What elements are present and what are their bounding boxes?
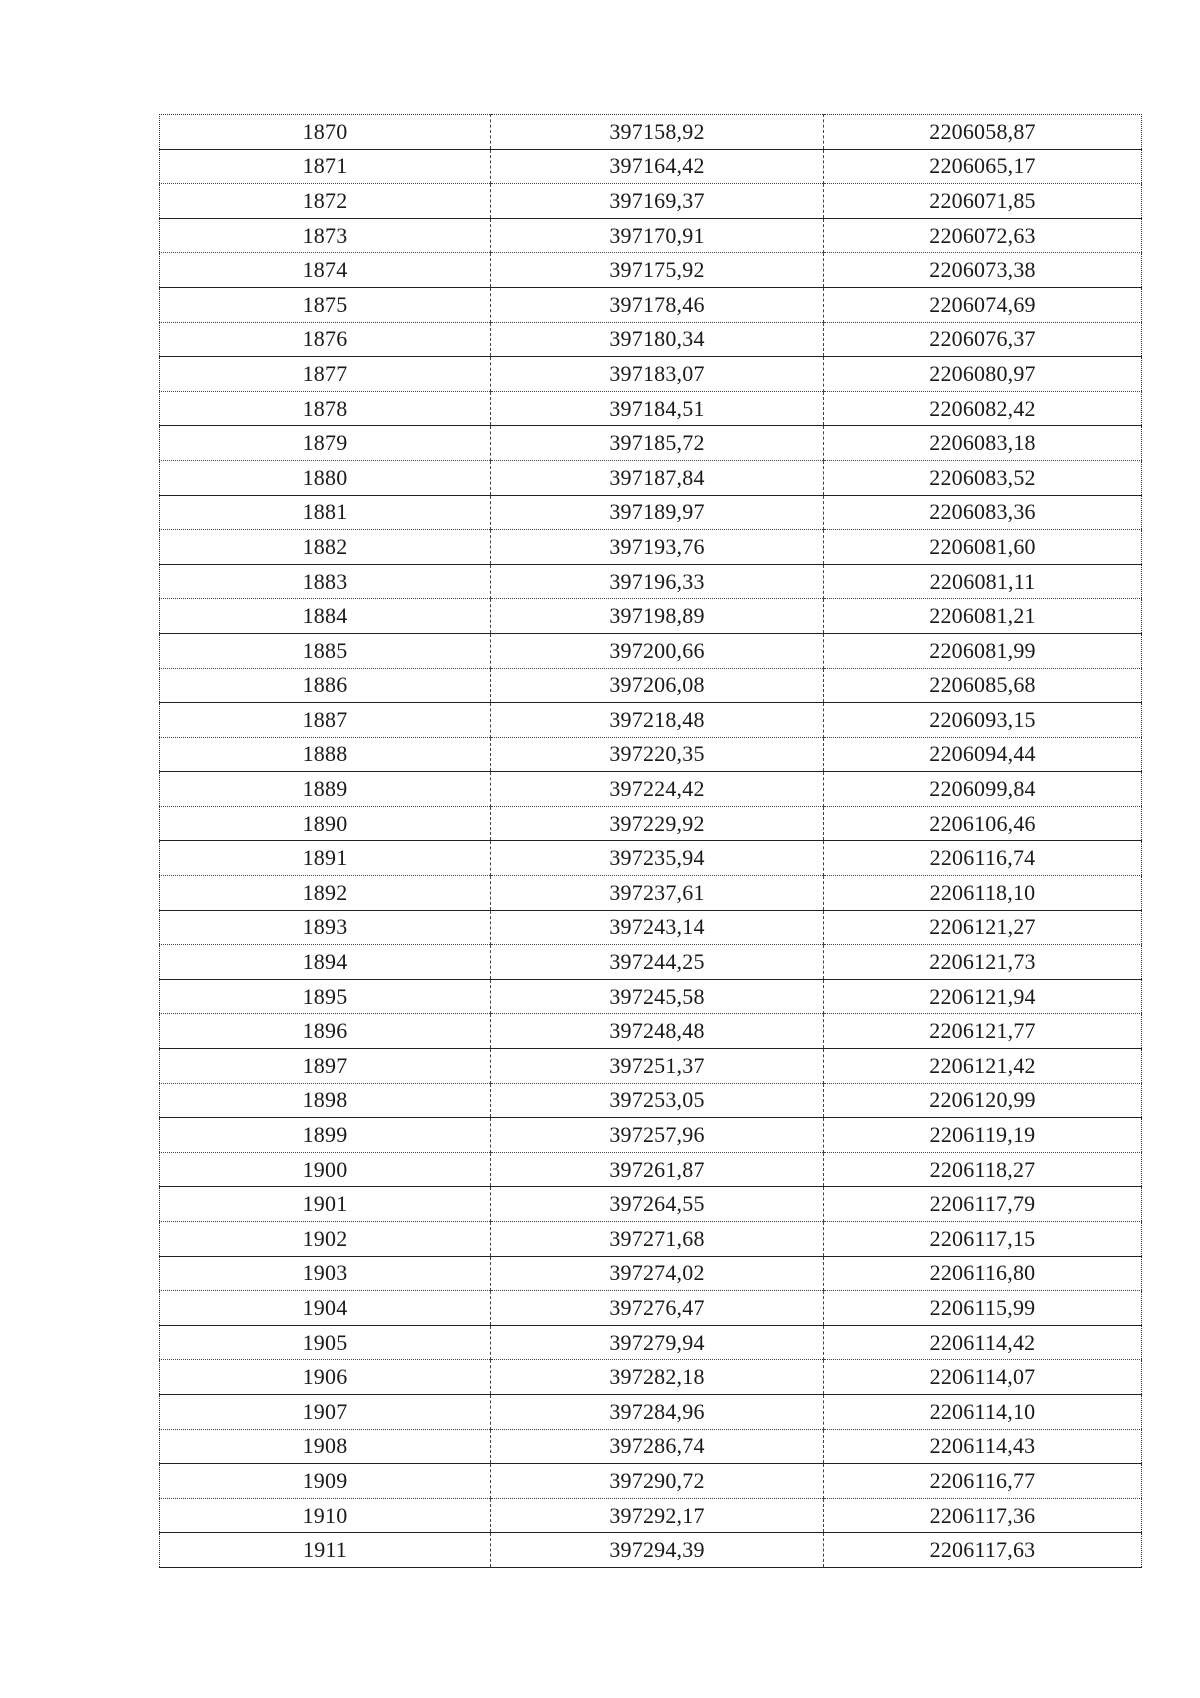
y-coordinate-cell: 2206114,10 (824, 1394, 1142, 1429)
table-row (160, 1464, 1142, 1499)
x-coordinate-cell: 397158,92 (491, 115, 824, 150)
x-coordinate-cell: 397164,42 (491, 149, 824, 184)
x-coordinate-cell: 397243,14 (491, 910, 824, 945)
x-coordinate-cell: 397253,05 (491, 1083, 824, 1118)
point-number-cell: 1884 (160, 599, 491, 634)
y-coordinate-cell: 2206083,18 (824, 426, 1142, 461)
y-coordinate-cell: 2206121,42 (824, 1049, 1142, 1084)
point-number-cell: 1904 (160, 1291, 491, 1326)
table-row (160, 979, 1142, 1014)
table-row (160, 1291, 1142, 1326)
point-number-cell: 1879 (160, 426, 491, 461)
y-coordinate-cell: 2206114,43 (824, 1429, 1142, 1464)
point-number-cell: 1903 (160, 1256, 491, 1291)
x-coordinate-cell: 397274,02 (491, 1256, 824, 1291)
point-number-cell: 1893 (160, 910, 491, 945)
table-row (160, 115, 1142, 150)
point-number-cell: 1871 (160, 149, 491, 184)
point-number-cell: 1894 (160, 945, 491, 980)
y-coordinate-cell: 2206081,21 (824, 599, 1142, 634)
x-coordinate-cell: 397284,96 (491, 1394, 824, 1429)
x-coordinate-cell: 397187,84 (491, 460, 824, 495)
x-coordinate-cell: 397235,94 (491, 841, 824, 876)
table-row (160, 1325, 1142, 1360)
y-coordinate-cell: 2206081,99 (824, 633, 1142, 668)
x-coordinate-cell: 397218,48 (491, 703, 824, 738)
point-number-cell: 1874 (160, 253, 491, 288)
table-row (160, 149, 1142, 184)
point-number-cell: 1876 (160, 322, 491, 357)
x-coordinate-cell: 397237,61 (491, 876, 824, 911)
y-coordinate-cell: 2206116,74 (824, 841, 1142, 876)
y-coordinate-cell: 2206083,36 (824, 495, 1142, 530)
y-coordinate-cell: 2206117,63 (824, 1533, 1142, 1568)
point-number-cell: 1907 (160, 1394, 491, 1429)
point-number-cell: 1880 (160, 460, 491, 495)
point-number-cell: 1902 (160, 1222, 491, 1257)
point-number-cell: 1892 (160, 876, 491, 911)
table-row (160, 737, 1142, 772)
x-coordinate-cell: 397279,94 (491, 1325, 824, 1360)
y-coordinate-cell: 2206121,27 (824, 910, 1142, 945)
y-coordinate-cell: 2206121,77 (824, 1014, 1142, 1049)
y-coordinate-cell: 2206115,99 (824, 1291, 1142, 1326)
x-coordinate-cell: 397244,25 (491, 945, 824, 980)
table-row (160, 218, 1142, 253)
table-row (160, 287, 1142, 322)
point-number-cell: 1882 (160, 530, 491, 565)
table-row (160, 841, 1142, 876)
x-coordinate-cell: 397196,33 (491, 564, 824, 599)
y-coordinate-cell: 2206117,36 (824, 1498, 1142, 1533)
table-row (160, 460, 1142, 495)
document-page (159, 114, 1141, 1568)
point-number-cell: 1908 (160, 1429, 491, 1464)
y-coordinate-cell: 2206114,07 (824, 1360, 1142, 1395)
table-row (160, 633, 1142, 668)
y-coordinate-cell: 2206071,85 (824, 184, 1142, 219)
coordinates-table (159, 114, 1142, 1568)
point-number-cell: 1900 (160, 1152, 491, 1187)
point-number-cell: 1875 (160, 287, 491, 322)
point-number-cell: 1898 (160, 1083, 491, 1118)
x-coordinate-cell: 397251,37 (491, 1049, 824, 1084)
x-coordinate-cell: 397198,89 (491, 599, 824, 634)
point-number-cell: 1895 (160, 979, 491, 1014)
point-number-cell: 1872 (160, 184, 491, 219)
table-row (160, 530, 1142, 565)
y-coordinate-cell: 2206082,42 (824, 391, 1142, 426)
x-coordinate-cell: 397200,66 (491, 633, 824, 668)
y-coordinate-cell: 2206073,38 (824, 253, 1142, 288)
y-coordinate-cell: 2206118,10 (824, 876, 1142, 911)
point-number-cell: 1888 (160, 737, 491, 772)
table-row (160, 1394, 1142, 1429)
y-coordinate-cell: 2206118,27 (824, 1152, 1142, 1187)
y-coordinate-cell: 2206120,99 (824, 1083, 1142, 1118)
point-number-cell: 1899 (160, 1118, 491, 1153)
x-coordinate-cell: 397286,74 (491, 1429, 824, 1464)
point-number-cell: 1905 (160, 1325, 491, 1360)
point-number-cell: 1886 (160, 668, 491, 703)
y-coordinate-cell: 2206074,69 (824, 287, 1142, 322)
table-row (160, 426, 1142, 461)
point-number-cell: 1910 (160, 1498, 491, 1533)
table-row (160, 910, 1142, 945)
y-coordinate-cell: 2206072,63 (824, 218, 1142, 253)
table-row (160, 322, 1142, 357)
point-number-cell: 1870 (160, 115, 491, 150)
table-row (160, 1498, 1142, 1533)
point-number-cell: 1909 (160, 1464, 491, 1499)
table-row (160, 806, 1142, 841)
y-coordinate-cell: 2206094,44 (824, 737, 1142, 772)
table-row (160, 1152, 1142, 1187)
table-row (160, 357, 1142, 392)
point-number-cell: 1877 (160, 357, 491, 392)
y-coordinate-cell: 2206121,73 (824, 945, 1142, 980)
y-coordinate-cell: 2206121,94 (824, 979, 1142, 1014)
x-coordinate-cell: 397257,96 (491, 1118, 824, 1153)
point-number-cell: 1885 (160, 633, 491, 668)
point-number-cell: 1890 (160, 806, 491, 841)
table-row (160, 391, 1142, 426)
y-coordinate-cell: 2206085,68 (824, 668, 1142, 703)
x-coordinate-cell: 397180,34 (491, 322, 824, 357)
y-coordinate-cell: 2206093,15 (824, 703, 1142, 738)
y-coordinate-cell: 2206080,97 (824, 357, 1142, 392)
table-row (160, 495, 1142, 530)
table-row (160, 1049, 1142, 1084)
x-coordinate-cell: 397271,68 (491, 1222, 824, 1257)
x-coordinate-cell: 397183,07 (491, 357, 824, 392)
x-coordinate-cell: 397276,47 (491, 1291, 824, 1326)
table-row (160, 1533, 1142, 1568)
point-number-cell: 1911 (160, 1533, 491, 1568)
x-coordinate-cell: 397245,58 (491, 979, 824, 1014)
x-coordinate-cell: 397261,87 (491, 1152, 824, 1187)
point-number-cell: 1887 (160, 703, 491, 738)
table-row (160, 1187, 1142, 1222)
x-coordinate-cell: 397290,72 (491, 1464, 824, 1499)
table-row (160, 1118, 1142, 1153)
y-coordinate-cell: 2206058,87 (824, 115, 1142, 150)
table-row (160, 564, 1142, 599)
y-coordinate-cell: 2206065,17 (824, 149, 1142, 184)
x-coordinate-cell: 397292,17 (491, 1498, 824, 1533)
table-row (160, 703, 1142, 738)
x-coordinate-cell: 397294,39 (491, 1533, 824, 1568)
y-coordinate-cell: 2206116,80 (824, 1256, 1142, 1291)
y-coordinate-cell: 2206083,52 (824, 460, 1142, 495)
table-row (160, 1014, 1142, 1049)
y-coordinate-cell: 2206081,11 (824, 564, 1142, 599)
y-coordinate-cell: 2206076,37 (824, 322, 1142, 357)
point-number-cell: 1873 (160, 218, 491, 253)
x-coordinate-cell: 397282,18 (491, 1360, 824, 1395)
x-coordinate-cell: 397185,72 (491, 426, 824, 461)
point-number-cell: 1901 (160, 1187, 491, 1222)
x-coordinate-cell: 397175,92 (491, 253, 824, 288)
table-row (160, 668, 1142, 703)
table-row (160, 1083, 1142, 1118)
table-row (160, 1222, 1142, 1257)
y-coordinate-cell: 2206117,15 (824, 1222, 1142, 1257)
point-number-cell: 1883 (160, 564, 491, 599)
table-row (160, 945, 1142, 980)
table-row (160, 184, 1142, 219)
x-coordinate-cell: 397189,97 (491, 495, 824, 530)
point-number-cell: 1891 (160, 841, 491, 876)
table-row (160, 253, 1142, 288)
x-coordinate-cell: 397220,35 (491, 737, 824, 772)
table-row (160, 772, 1142, 807)
point-number-cell: 1897 (160, 1049, 491, 1084)
y-coordinate-cell: 2206081,60 (824, 530, 1142, 565)
y-coordinate-cell: 2206117,79 (824, 1187, 1142, 1222)
y-coordinate-cell: 2206114,42 (824, 1325, 1142, 1360)
x-coordinate-cell: 397248,48 (491, 1014, 824, 1049)
x-coordinate-cell: 397206,08 (491, 668, 824, 703)
y-coordinate-cell: 2206106,46 (824, 806, 1142, 841)
x-coordinate-cell: 397170,91 (491, 218, 824, 253)
point-number-cell: 1906 (160, 1360, 491, 1395)
table-row (160, 599, 1142, 634)
point-number-cell: 1881 (160, 495, 491, 530)
x-coordinate-cell: 397178,46 (491, 287, 824, 322)
x-coordinate-cell: 397184,51 (491, 391, 824, 426)
point-number-cell: 1878 (160, 391, 491, 426)
coordinates-table-body (160, 115, 1142, 1568)
x-coordinate-cell: 397193,76 (491, 530, 824, 565)
x-coordinate-cell: 397169,37 (491, 184, 824, 219)
table-row (160, 1429, 1142, 1464)
point-number-cell: 1889 (160, 772, 491, 807)
x-coordinate-cell: 397229,92 (491, 806, 824, 841)
y-coordinate-cell: 2206119,19 (824, 1118, 1142, 1153)
table-row (160, 1360, 1142, 1395)
point-number-cell: 1896 (160, 1014, 491, 1049)
table-row (160, 1256, 1142, 1291)
x-coordinate-cell: 397224,42 (491, 772, 824, 807)
y-coordinate-cell: 2206099,84 (824, 772, 1142, 807)
table-row (160, 876, 1142, 911)
y-coordinate-cell: 2206116,77 (824, 1464, 1142, 1499)
x-coordinate-cell: 397264,55 (491, 1187, 824, 1222)
